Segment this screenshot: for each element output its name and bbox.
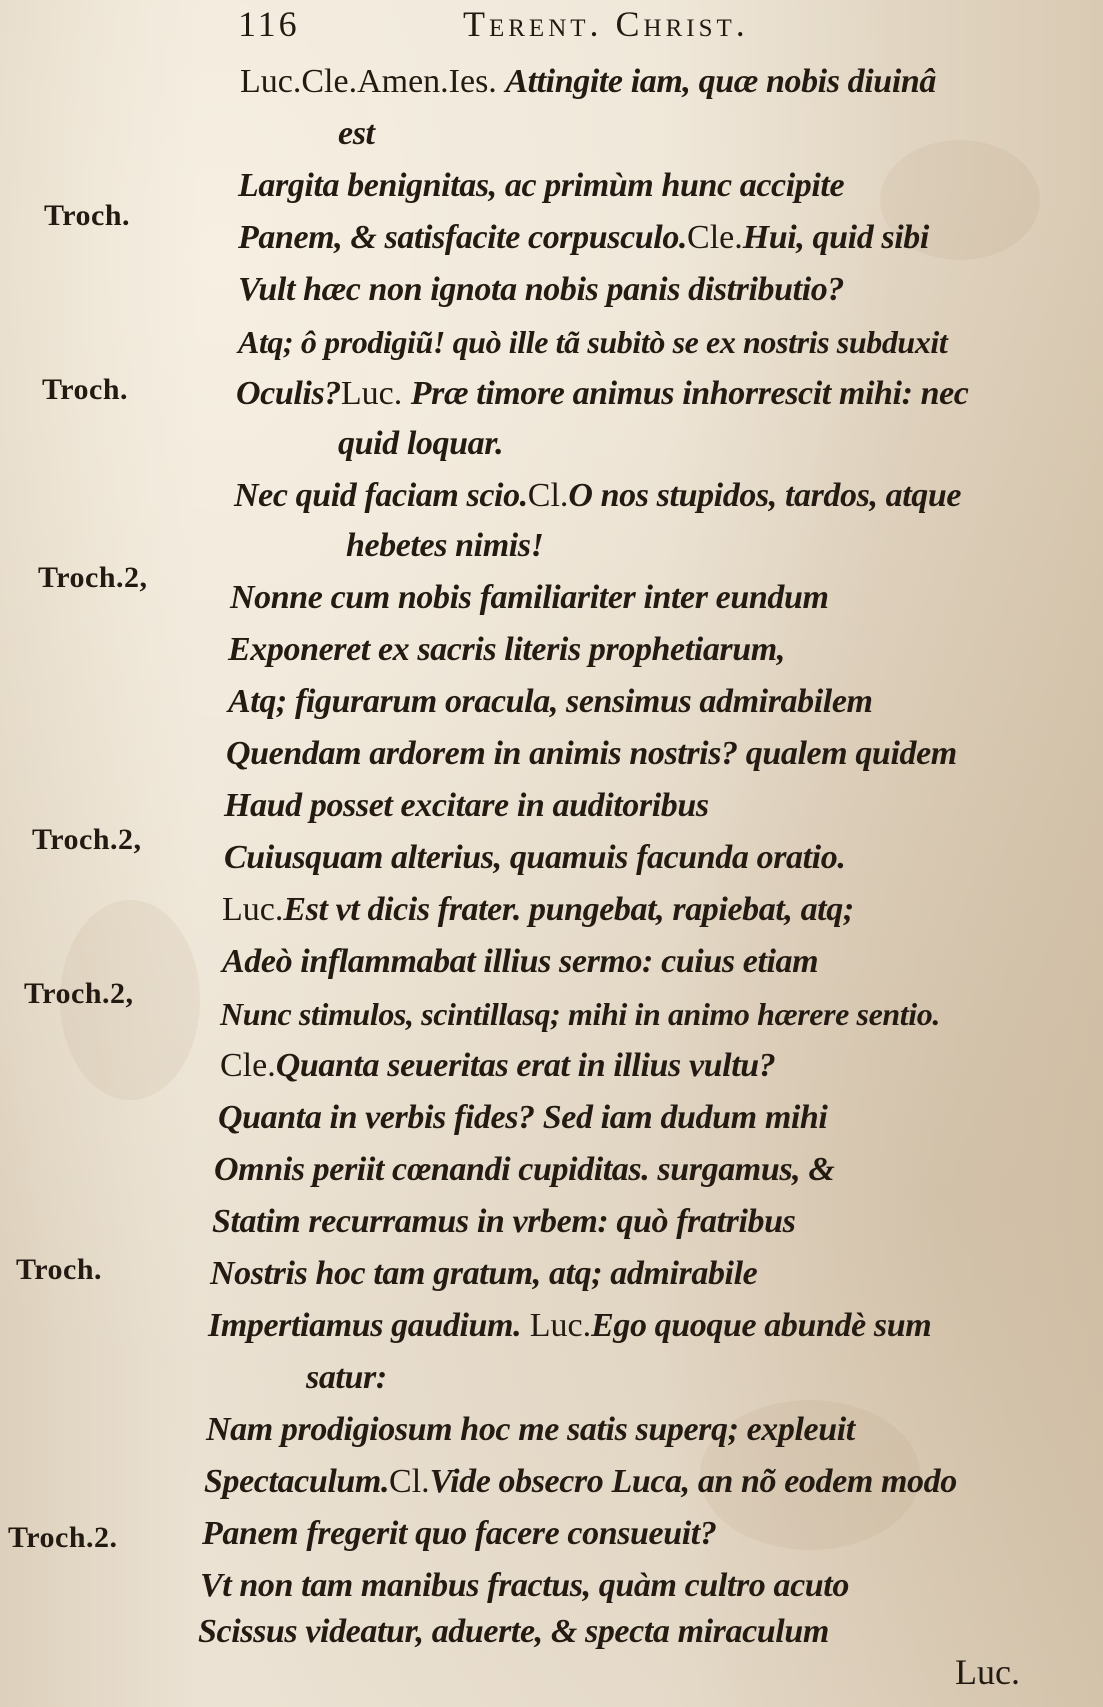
speaker-label: Cle. bbox=[220, 1047, 276, 1084]
speaker-label: Luc.Cle.Amen.Ies. bbox=[240, 63, 506, 100]
verse-line bbox=[234, 470, 961, 522]
verse-text: Haud posset excitare in auditoribus bbox=[224, 787, 709, 824]
speaker-label: Cle. bbox=[687, 219, 743, 256]
verse-line bbox=[238, 264, 844, 316]
verse-text: Scissus videatur, aduerte, & specta miraculum bbox=[198, 1613, 829, 1650]
verse-text: O nos stupidos, tardos, atque bbox=[568, 477, 962, 514]
speaker-label: Luc. bbox=[222, 891, 284, 928]
verse-line bbox=[218, 1092, 827, 1144]
verse-text: Atq; ô prodigiũ! quò ille tã subitò se ex nostris subduxit bbox=[238, 324, 948, 360]
speaker-label: Luc. bbox=[340, 375, 403, 412]
verse-text: satur: bbox=[306, 1359, 387, 1396]
speaker-label: Luc. bbox=[529, 1307, 592, 1344]
verse-text: quid loquar. bbox=[338, 425, 504, 462]
verse-text: Cuiusquam alterius, quamuis facunda oratio. bbox=[224, 839, 846, 876]
page-number: 116 bbox=[238, 4, 300, 44]
verse-line bbox=[210, 1248, 757, 1300]
verse-text: Adeò inflammabat illius sermo: cuius etiam bbox=[222, 943, 819, 980]
catchword: Luc. bbox=[955, 1652, 1020, 1692]
verse-line bbox=[212, 1196, 795, 1248]
verse-line bbox=[306, 1352, 387, 1404]
margin-note: Troch. bbox=[42, 373, 129, 406]
verse-line bbox=[220, 1040, 775, 1092]
verse-line bbox=[228, 624, 785, 676]
verse-line bbox=[230, 572, 829, 624]
verse-line bbox=[226, 728, 957, 780]
verse-line bbox=[204, 1456, 957, 1508]
verse-text: Omnis periit cœnandi cupiditas. surgamus, & bbox=[214, 1151, 835, 1188]
verse-text: Quanta seueritas erat in illius vultu? bbox=[275, 1047, 776, 1084]
verse-text: Hui, quid sibi bbox=[742, 219, 929, 256]
verse-text: Largita benignitas, ac primùm hunc accipite bbox=[238, 167, 845, 204]
margin-note: Troch. bbox=[44, 199, 131, 232]
margin-note: Troch.2, bbox=[24, 977, 134, 1010]
margin-note: Troch.2. bbox=[8, 1521, 118, 1554]
verse-line bbox=[206, 1404, 855, 1456]
verse-text: Spectaculum. bbox=[204, 1463, 390, 1500]
verse-line bbox=[220, 988, 940, 1040]
verse-line bbox=[224, 832, 845, 884]
speaker-label: Cl. bbox=[389, 1463, 430, 1500]
verse-line bbox=[238, 316, 947, 368]
verse-text: Nonne cum nobis familiariter inter eundum bbox=[230, 579, 829, 616]
verse-line bbox=[200, 1560, 849, 1612]
verse-text: Vult hæc non ignota nobis panis distributio? bbox=[238, 271, 844, 308]
verse-text: Panem, & satisfacite corpusculo. bbox=[238, 219, 688, 256]
verse-text: Impertiamus gaudium. bbox=[208, 1307, 522, 1344]
verse-line bbox=[224, 780, 709, 832]
verse-line bbox=[222, 884, 854, 936]
verse-line bbox=[198, 1606, 829, 1658]
running-header bbox=[238, 4, 1058, 44]
margin-note: Troch.2, bbox=[32, 823, 142, 856]
verse-line bbox=[222, 936, 818, 988]
verse-text: Nostris hoc tam gratum, atq; admirabile bbox=[210, 1255, 758, 1292]
verse-text: Nunc stimulos, scintillasq; mihi in animo hærere sentio. bbox=[220, 996, 940, 1032]
margin-note: Troch.2, bbox=[38, 561, 148, 594]
verse-text: Vt non tam manibus fractus, quàm cultro acuto bbox=[200, 1567, 849, 1604]
speaker-label: Cl. bbox=[527, 477, 569, 514]
verse-text: est bbox=[338, 115, 375, 152]
verse-text: Exponeret ex sacris literis prophetiarum, bbox=[228, 631, 785, 668]
verse-line bbox=[228, 676, 873, 728]
verse-text: Oculis? bbox=[236, 375, 341, 412]
verse-text: Atq; figurarum oracula, sensimus admirabilem bbox=[228, 683, 873, 720]
verse-text: hebetes nimis! bbox=[346, 527, 544, 564]
margin-note: Troch. bbox=[16, 1253, 103, 1286]
verse-text: Statim recurramus in vrbem: quò fratribus bbox=[212, 1203, 796, 1240]
verse-line bbox=[236, 368, 969, 420]
verse-line bbox=[238, 212, 929, 264]
verse-line bbox=[346, 520, 543, 572]
verse-line bbox=[338, 108, 375, 160]
verse-line bbox=[240, 56, 936, 108]
verse-text: Est vt dicis frater. pungebat, rapiebat, atq; bbox=[283, 891, 854, 928]
verse-line bbox=[202, 1508, 716, 1560]
verse-text: Quanta in verbis fides? Sed iam dudum mihi bbox=[218, 1099, 828, 1136]
verse-text: Nam prodigiosum hoc me satis superq; expleuit bbox=[206, 1411, 855, 1448]
verse-text: Vide obsecro Luca, an nõ eodem modo bbox=[429, 1463, 957, 1500]
verse-text: Quendam ardorem in animis nostris? qualem quidem bbox=[226, 735, 957, 772]
verse-line bbox=[214, 1144, 834, 1196]
verse-text: Ego quoque abundè sum bbox=[591, 1307, 932, 1344]
verse-text: Nec quid faciam scio. bbox=[234, 477, 528, 514]
verse-line bbox=[208, 1300, 931, 1352]
verse-line bbox=[238, 160, 844, 212]
verse-line bbox=[338, 418, 503, 470]
running-title: Terent. Christ. bbox=[463, 4, 749, 44]
verse-text: Panem fregerit quo facere consueuit? bbox=[202, 1515, 717, 1552]
verse-text: Attingite iam, quæ nobis diuinâ bbox=[505, 63, 936, 100]
verse-text: Præ timore animus inhorrescit mihi: nec bbox=[410, 375, 969, 412]
